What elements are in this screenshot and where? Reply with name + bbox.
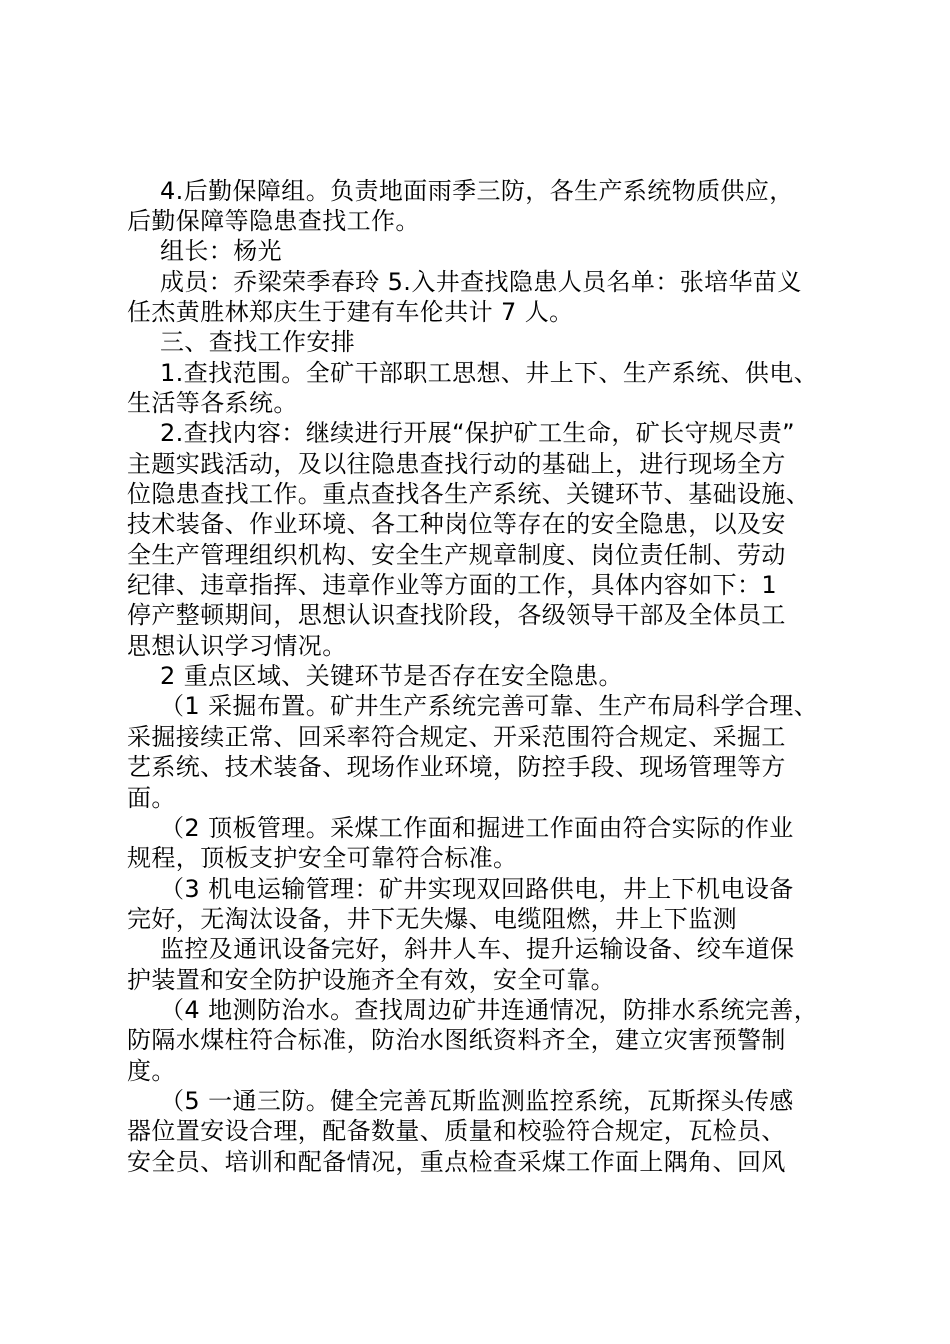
paragraph-line: 成员：乔梁荣季春玲 5.入井查找隐患人员名单：张培华苗义: [160, 268, 802, 296]
paragraph-line: 位隐患查找工作。重点查找各生产系统、关键环节、基础设施、: [127, 480, 811, 508]
paragraph-line: 2.查找内容：继续进行开展“保护矿工生命，矿长守规尽责”: [160, 419, 795, 447]
paragraph-line: （5 一通三防。健全完善瓦斯监测监控系统，瓦斯探头传感: [160, 1087, 794, 1115]
paragraph-line: 任杰黄胜林郑庆生于建有车伦共计 7 人。: [127, 298, 574, 326]
paragraph-line: 完好，无淘汰设备，井下无失爆、电缆阻燃，井上下监测: [127, 905, 737, 933]
paragraph-line: 纪律、违章指挥、违章作业等方面的工作，具体内容如下：1: [127, 571, 778, 599]
paragraph-line: 监控及通讯设备完好，斜井人车、提升运输设备、绞车道保: [160, 935, 795, 963]
paragraph-line: （4 地测防治水。查找周边矿井连通情况，防排水系统完善，: [160, 996, 819, 1024]
paragraph-line: （3 机电运输管理：矿井实现双回路供电，井上下机电设备: [160, 875, 794, 903]
section-heading: 三、查找工作安排: [160, 328, 356, 356]
paragraph-line: 采掘接续正常、回采率符合规定、开采范围符合规定、采掘工: [127, 723, 786, 751]
paragraph-line: （1 采掘布置。矿井生产系统完善可靠、生产布局科学合理、: [160, 692, 819, 720]
paragraph-line: 1.查找范围。全矿干部职工思想、井上下、生产系统、供电、: [160, 359, 819, 387]
paragraph-line: 组长：杨光: [160, 237, 282, 265]
paragraph-line: 生活等各系统。: [127, 389, 298, 417]
paragraph-line: 度。: [127, 1057, 176, 1085]
paragraph-line: 全生产管理组织机构、安全生产规章制度、岗位责任制、劳动: [127, 541, 786, 569]
paragraph-line: 主题实践活动，及以往隐患查找行动的基础上，进行现场全方: [127, 450, 786, 478]
paragraph-line: （2 顶板管理。采煤工作面和掘进工作面由符合实际的作业: [160, 814, 794, 842]
paragraph-line: 后勤保障等隐患查找工作。: [127, 207, 420, 235]
paragraph-line: 思想认识学习情况。: [127, 632, 347, 660]
paragraph-line: 安全员、培训和配备情况，重点检查采煤工作面上隅角、回风: [127, 1148, 786, 1176]
paragraph-line: 技术装备、作业环境、各工种岗位等存在的安全隐患，以及安: [127, 510, 786, 538]
paragraph-line: 面。: [127, 784, 176, 812]
paragraph-line: 防隔水煤柱符合标准，防治水图纸资料齐全，建立灾害预警制: [127, 1026, 786, 1054]
paragraph-line: 4.后勤保障组。负责地面雨季三防，各生产系统物质供应，: [160, 177, 794, 205]
paragraph-line: 2 重点区域、关键环节是否存在安全隐患。: [160, 662, 623, 690]
paragraph-line: 器位置安设合理，配备数量、质量和校验符合规定，瓦检员、: [127, 1117, 786, 1145]
paragraph-line: 规程，顶板支护安全可靠符合标准。: [127, 844, 518, 872]
paragraph-line: 停产整顿期间，思想认识查找阶段，各级领导干部及全体员工: [127, 601, 786, 629]
paragraph-line: 护装置和安全防护设施齐全有效，安全可靠。: [127, 966, 615, 994]
paragraph-line: 艺系统、技术装备、现场作业环境，防控手段、现场管理等方: [127, 753, 786, 781]
